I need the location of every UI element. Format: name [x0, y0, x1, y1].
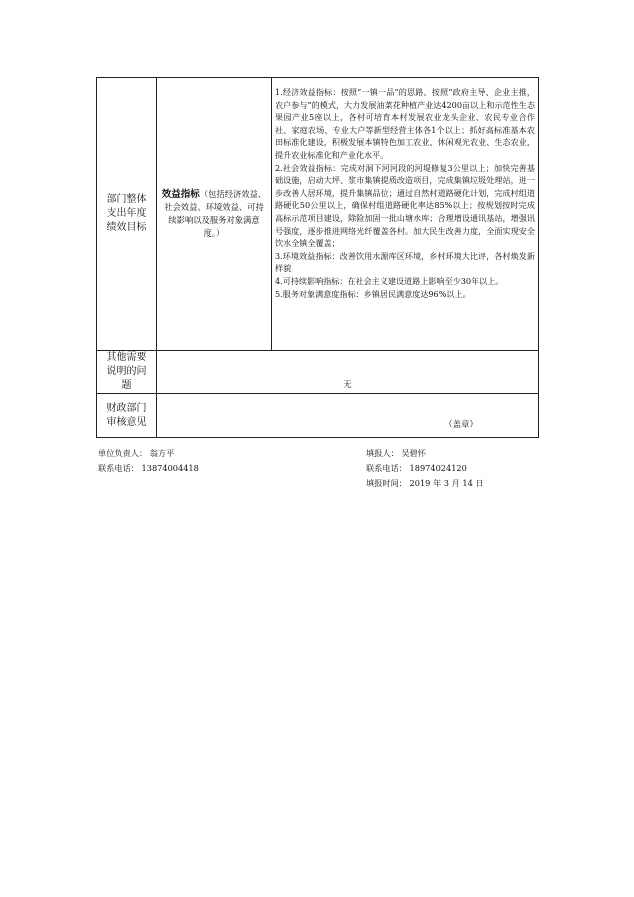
other-issues-value: 无	[157, 351, 539, 394]
table-row	[97, 394, 539, 438]
paragraph-social: 2.社会效益指标：完成对洞下河河段的河堤修复3公里以上；加快完善基础设施，启动大坪、浆市集镇提质改造项目，完成集镇垃圾处理站，进一步改善人居环境，提升集镇品位；通过自然村道路硬化计划，完成村组道路硬化50公里以上，确保村组道路硬化率达85%以上；按规划按时完成高标示范项目建设，除险加固一批山塘水库；合理增设通讯基站，增强讯号强度，逐步推进网络光纤覆盖各村。加大民生改善力度，全面实现安全饮水全镇全覆盖；	[275, 162, 535, 249]
report-date-label: 填报时间： 2019 年 3 月 14 日	[366, 478, 484, 488]
performance-table	[96, 77, 539, 438]
paragraph-satisfaction: 5.服务对象满意度指标：乡镇居民满意度达96%以上。	[275, 288, 471, 299]
phone-right-label: 联系电话： 18974024120	[366, 463, 467, 473]
indicator-cell	[157, 78, 272, 351]
row-label-other-issues: 其他需要说明的问题	[97, 351, 157, 394]
paragraph-economic: 1.经济效益指标：按照“一镇一品”的思路、按照“政府主导、企业主推，农户参与”的模式，大力发展油菜花种植产业达4200亩以上和示范性生态果园产业5座以上，各村可培育本村发展农业龙头企业、农民专业合作社、家庭农场、专业大户等新型经营主体各1个以上；抓好高标准基本农田标准化建设，积极发展本镇特色加工农业、休闲观光农业、生态农业，提升农业标准化和产业化水平。	[275, 87, 535, 160]
table-row	[97, 78, 539, 351]
paragraph-environment: 3.环境效益指标：改善饮用水源库区环境，乡村环境大比评，各村焕发新样貌	[275, 250, 535, 274]
row-label-annual-target: 部门整体支出年度绩效目标	[97, 78, 157, 351]
indicator-content	[272, 78, 539, 351]
unit-head-label: 单位负责人： 翁方平	[98, 448, 175, 458]
table-row	[97, 351, 539, 394]
indicator-title: 效益指标	[161, 189, 200, 200]
phone-left-label: 联系电话： 13874004418	[98, 463, 199, 473]
row-label-finance-review: 财政部门审核意见	[97, 394, 157, 438]
seal-placeholder: （盖章）	[157, 394, 539, 438]
indicator-description: （包括经济效益、社会效益、环境效益、可持续影响以及服务对象满意度。）	[164, 189, 267, 238]
reporter-label: 填报人： 吴碧怀	[366, 448, 426, 458]
paragraph-sustainability: 4.可持续影响指标：在社会主义建设道路上影响至少30年以上。	[275, 275, 504, 286]
